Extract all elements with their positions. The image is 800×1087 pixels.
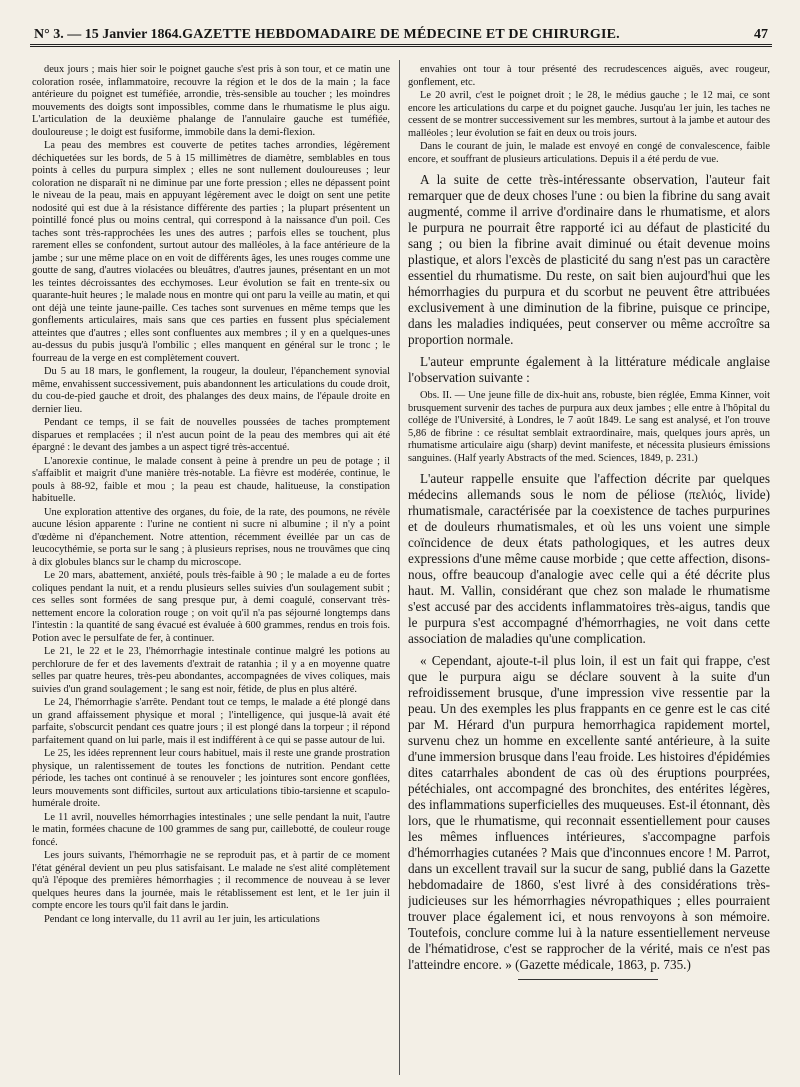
issue-number: N° 3. — 15 Janvier 1864. bbox=[34, 27, 183, 42]
paragraph: Le 20 avril, c'est le poignet droit ; le 28, le médius gauche ; le 12 mai, ce sont encore les articulations du carpe et du poignet gauche. Jusqu'au 1er juin, les taches ne cessent de se montrer successivement sur les membres, surtout à la jambe et autour des malléoles ; leur évolution se fait en deux ou trois jours. bbox=[408, 90, 770, 139]
end-rule bbox=[518, 979, 658, 980]
quotation-paragraph: « Cependant, ajoute-t-il plus loin, il est un fait qui frappe, c'est que le purpura aigu se déclare souvent à la suite d'un refroidissement brusque, d'une impression vive ressentie par la peau. Un des exemples les plus frappants en ce genre est le cas cité par M. Hérard d'un purpura hemorrhagica rapidement mortel, survenu chez un homme en excellente santé antérieure, à la suite d'une immersion brusque dans l'eau froide. Les histoires d'épidémies dites catarrhales abondent de cas où des éruptions pourprées, pétéchiales, ont accompagné des bronchites, des entérites légères, des inflammations superficielles des muqueuses. Est-il étonnant, dès lors, que le rhumatisme, qui reconnait essentiellement pour causes les mêmes influences intérieures, s'accompagne parfois d'hémorrhagies cutanées ? Mais que d'inconnues encore ! M. Parrot, dans un excellent travail sur la sucur de sang, publié dans la Gazette hebdomadaire de 1860, s'est livré à des considérations très-judicieuses sur les hémorrhagies névropathiques ; elles pourraient trouver place également ici, et nous renvoyons à son mémoire. Toutefois, conclure comme lui à la nature essentiellement nerveuse de l'hématidrose, c'est se rapprocher de la vérité, mais ce n'est pas l'atteindre encore. » (Gazette médicale, 1863, p. 735.) bbox=[408, 653, 770, 972]
paragraph: Du 5 au 18 mars, le gonflement, la rougeur, la douleur, l'épanchement synovial même, envahissent successivement, puis abandonnent les articulations du coude droit, du cou-de-pied gauche et droit, des phalanges des deux mains, de l'épaule droite en dernier lieu. bbox=[32, 366, 390, 415]
paragraph: L'auteur rappelle ensuite que l'affection décrite par quelques médecins allemands sous le nom de péliose (πελιός, livide) rhumatismale, caractérisée par la coexistence de taches purpurines et de douleurs rhumatismales, et où les uns voient une simple coïncidence de deux états pathologiques, et les autres deux expressions d'une même cause morbide ; que cette affection, disons-nous, offre beaucoup d'analogie avec celle qui a été décrite plus haut. M. Vallin, considérant que chez son malade le rhumatisme s'est accusé par des accidents inflammatoires très-aigus, tandis que le purpura s'est accompagné d'hémorrhagies, ne voit dans cette association de maladies qu'une complication. bbox=[408, 471, 770, 646]
paragraph: Une exploration attentive des organes, du foie, de la rate, des poumons, ne révèle aucune lésion apparente : l'urine ne contient ni sucre ni albumine ; il n'y a point d'œdème ni d'épanchement. Notre attention, récemment éveillée par un cas de leucocythémie, se porta sur le sang ; à plusieurs reprises, nous ne trouvâmes que cinq à dix globules blancs sur le champ du microscope. bbox=[32, 506, 390, 568]
journal-title: GAZETTE HEBDOMADAIRE DE MÉDECINE ET DE CHIRURGIE. bbox=[182, 27, 620, 42]
paragraph: La peau des membres est couverte de petites taches arrondies, légèrement déchiquetées sur les bords, de 5 à 15 millimètres de diamètre, semblables en tous points à celles du purpura simplex ; elles ne sont nullement douloureuses ; leur coloration ne disparaît ni ne diminue par une forte pression ; elles ne dépassent point le niveau de la peau, mais en appuyant légèrement avec le doigt on sent une petite nodosité qui est due à la résistance différente des parties ; la plupart présentent un pointillé foncé plus ou moins central, qui correspond à la naissance d'un poil. Ces taches sont très-rapprochées les unes des autres ; parfois elles se touchent, plus rarement elles se confondent, surtout autour des malléoles, à la face antérieure de la jambe ; sur une même place on en voit de différents âges, les unes rouges comme une goutte de sang, d'autres violacées ou bleuâtres, d'autres jaunes, présentant en un mot les teintes décroissantes des ecchymoses. Leur évolution se fait en trente-six ou quarante-huit heures ; le malade nous en montre qui ont paru la veille au matin, et qui ont déjà une teinte jaune-paille. Ces taches sont survenues en même temps que les gonflements articulaires, mais sans que ces parties en fussent plus spécialement atteintes que d'autres ; elles sont confluentes aux membres ; il y en a quelques-unes au-dessus du pubis jusqu'à l'ombilic ; elles manquent en général sur le tronc ; le fourreau de la verge en est complètement couvert. bbox=[32, 140, 390, 364]
paragraph: L'auteur emprunte également à la littérature médicale anglaise l'observation suivante : bbox=[408, 354, 770, 385]
right-column bbox=[408, 64, 770, 1076]
column-rule bbox=[399, 60, 400, 1075]
page-number: 47 bbox=[754, 27, 768, 42]
paragraph: Le 25, les idées reprennent leur cours habituel, mais il reste une grande prostration physique, un ralentissement de toutes les fonctions de nutrition. Pendant cette période, les taches ont continué à se renouveler ; les jointures sont encore gonflées, leurs mouvements sont difficiles, surtout aux articulations tibio-tarsienne et scapulo-humérale droite. bbox=[32, 748, 390, 809]
paragraph: envahies ont tour à tour présenté des recrudescences aiguës, avec rougeur, gonflement, etc. bbox=[408, 64, 770, 88]
paragraph: A la suite de cette très-intéressante observation, l'auteur fait remarquer que de deux choses l'une : ou bien la fibrine du sang avait augmenté, comme il arrive d'ordinaire dans le rhumatisme, et alors le purpura ne pourrait être rapporté ici au défaut de plasticité du sang ; ou bien la fibrine avait diminué ou était devenue moins plastique, et alors l'excès de plasticité du sang n'est pas un caractère essentiel du rhumatisme. Du reste, on sait bien aujourd'hui que les hémorrhagies du purpura et du scorbut ne peuvent être attribuées exclusivement à une diminution de la fibrine, puisque ce principe, dans les maladies indiquées, peut conserver ou même accroître sa proportion normale. bbox=[408, 172, 770, 347]
paragraph: Le 20 mars, abattement, anxiété, pouls très-faible à 90 ; le malade a eu de fortes coliques pendant la nuit, et a rendu plusieurs selles suivies d'un soulagement subit ; ces selles sont formées de sang presque pur, à demi coagulé, conservant très-nettement encore la coloration rouge ; on voit qu'il n'a pas séjourné longtemps dans l'intestin : la quantité de sang évacué est évaluée à 600 grammes, rendus en trois fois. Potion avec le persulfate de fer, à continuer. bbox=[32, 570, 390, 644]
paragraph: Les jours suivants, l'hémorrhagie ne se reproduit pas, et à partir de ce moment l'état général devient un peu plus satisfaisant. Le malade ne s'est alité complètement qu'à l'époque des premières hémorrhagies ; il recommence de nouveau à se lever quelques heures dans la journée, mais le rétablissement est lent, et le 1er juin il compte encore les tours qu'il fait dans le jardin. bbox=[32, 850, 390, 911]
observation-paragraph: Obs. II. — Une jeune fille de dix-huit ans, robuste, bien réglée, Emma Kinner, voit brusquement survenir des taches de purpura aux deux jambes ; elle entre à l'hôpital du collége de l'Université, à Londres, le 7 août 1849. Le sang est analysé, et l'on trouve 5,86 de fibrine : ce résultat semblait extraordinaire, mais, quelques jours après, un rhumatisme articulaire aigu (sharp) devint manifeste, et nécessita plusieurs émissions sanguines. (Half yearly Abstracts of the med. Sciences, 1849, p. 231.) bbox=[408, 390, 770, 464]
running-header bbox=[30, 14, 772, 47]
paragraph: Dans le courant de juin, le malade est envoyé en congé de convalescence, faible encore, et souffrant de plusieurs articulations. Depuis il a été perdu de vue. bbox=[408, 141, 770, 165]
left-column bbox=[32, 64, 390, 1076]
paragraph: Le 24, l'hémorrhagie s'arrête. Pendant tout ce temps, le malade a été plongé dans un grand affaissement physique et moral ; l'intelligence, qui jusque-là avait été parfaite, s'obscurcit pendant ces quatre jours ; il est plongé dans la torpeur ; il répond parfaitement quand on lui parle, mais il est indifférent à ce qui se passe autour de lui. bbox=[32, 697, 390, 746]
paragraph: Le 21, le 22 et le 23, l'hémorrhagie intestinale continue malgré les potions au perchlorure de fer et des lavements d'extrait de ratanhia ; il y a en moyenne quatre selles par quatre heures, très-peu abondantes, accompagnées de vives coliques, mais suivies d'un grand soulagement ; le sang est noir, fétide, de plus en plus altéré. bbox=[32, 646, 390, 695]
paragraph: Pendant ce long intervalle, du 11 avril au 1er juin, les articulations bbox=[44, 913, 320, 925]
paragraph: Le 11 avril, nouvelles hémorrhagies intestinales ; une selle pendant la nuit, l'autre le matin, formées chacune de 100 grammes de sang pur, caillebotté, de couleur rouge foncé. bbox=[32, 811, 390, 848]
paragraph: L'anorexie continue, le malade consent à peine à prendre un peu de potage ; il s'affaiblit et maigrit d'une manière très-notable. La fièvre est modérée, continue, le pouls à 88-92, faible et mou ; la peau est chaude, halitueuse, la constipation habituelle. bbox=[32, 455, 390, 504]
paragraph: Pendant ce temps, il se fait de nouvelles poussées de taches promptement disparues et remplacées ; il n'est aucun point de la peau des membres qui ait été épargné : le devant des jambes a un aspect tigré très-accentué. bbox=[32, 417, 390, 453]
paragraph: deux jours ; mais hier soir le poignet gauche s'est pris à son tour, et ce matin une coloration rosée, inflammatoire, recouvre la région et le dos de la main ; la face antérieure du poignet est tuméfiée, arrondie, très-sensible au toucher ; les moindres mouvements des doigts sont impossibles, comme dans le rhumatisme le plus aigu. L'articulation de la deuxième phalange de l'annulaire gauche est tuméfiée, douloureuse ; le doigt est fusiforme, immobile dans la demi-flexion. bbox=[32, 64, 390, 138]
